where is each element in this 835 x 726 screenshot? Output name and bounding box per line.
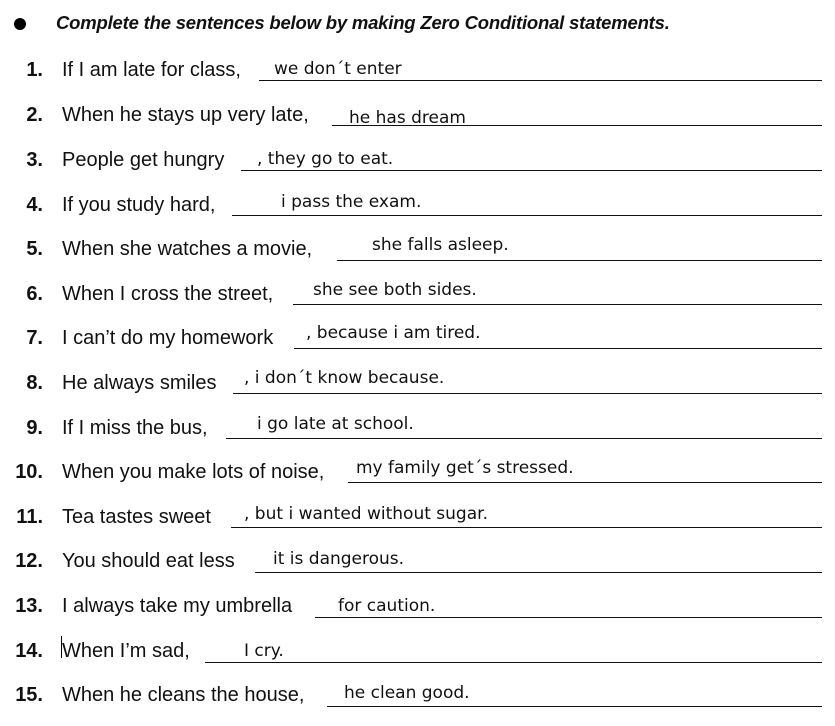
- sentence-item-1: [0, 59, 835, 99]
- instruction-heading: Complete the sentences below by making Zero Conditional statements.: [56, 12, 670, 33]
- item-number: 13.: [15, 595, 43, 617]
- sentence-item-8: [0, 368, 835, 412]
- sentence-item-9: [0, 414, 835, 457]
- sentence-stem: You should eat less: [62, 550, 235, 572]
- sentence-stem: When I’m sad,: [62, 640, 190, 662]
- sentence-item-4: [0, 194, 835, 234]
- answer-line: [205, 662, 822, 663]
- sentence-item-5: [0, 235, 835, 278]
- sentence-stem: If I miss the bus,: [62, 417, 208, 439]
- answer-text[interactable]: , they go to eat.: [257, 149, 394, 169]
- sentence-item-14: [0, 640, 835, 680]
- sentence-item-2: [0, 104, 835, 144]
- sentence-stem: When he stays up very late,: [62, 104, 309, 126]
- item-number: 14.: [15, 640, 43, 662]
- answer-line: [293, 304, 822, 305]
- answer-text[interactable]: it is dangerous.: [273, 549, 405, 569]
- answer-text[interactable]: I cry.: [244, 641, 284, 661]
- item-number: 2.: [26, 104, 43, 126]
- item-number: 6.: [26, 283, 43, 305]
- bullet-point: [14, 18, 26, 30]
- answer-line: [327, 706, 822, 707]
- sentence-stem: People get hungry: [62, 149, 225, 171]
- answer-text[interactable]: i go late at school.: [257, 414, 414, 434]
- item-number: 5.: [26, 238, 43, 260]
- sentence-stem: If I am late for class,: [62, 59, 241, 81]
- item-number: 7.: [26, 327, 43, 349]
- sentence-stem: When you make lots of noise,: [62, 461, 325, 483]
- answer-line: [294, 348, 822, 349]
- sentence-stem: I always take my umbrella: [62, 595, 293, 617]
- answer-line: [255, 572, 822, 573]
- sentence-stem: When he cleans the house,: [62, 684, 305, 706]
- answer-text[interactable]: , but i wanted without sugar.: [244, 504, 488, 524]
- answer-text[interactable]: she see both sides.: [313, 280, 477, 300]
- answer-text[interactable]: i pass the exam.: [281, 192, 422, 212]
- answer-text[interactable]: for caution.: [338, 596, 436, 616]
- sentence-stem: When she watches a movie,: [62, 238, 313, 260]
- sentence-stem: If you study hard,: [62, 194, 216, 216]
- item-number: 1.: [26, 59, 43, 81]
- answer-line: [348, 482, 822, 483]
- answer-line: [231, 527, 822, 528]
- sentence-item-3: [0, 149, 835, 189]
- sentence-stem: He always smiles: [62, 372, 217, 394]
- sentence-stem: Tea tastes sweet: [62, 506, 211, 528]
- item-number: 9.: [26, 417, 43, 439]
- item-number: 11.: [16, 506, 43, 528]
- item-number: 12.: [15, 550, 43, 572]
- sentence-item-12: [0, 550, 835, 590]
- item-number: 8.: [26, 372, 43, 394]
- answer-text[interactable]: she falls asleep.: [372, 235, 509, 255]
- answer-line: [337, 260, 822, 261]
- sentence-item-11: [0, 506, 835, 546]
- item-number: 4.: [26, 194, 43, 216]
- sentence-item-7: [0, 323, 835, 367]
- answer-line: [259, 80, 822, 81]
- answer-line: [226, 438, 822, 439]
- sentence-item-15: [0, 684, 835, 724]
- answer-text[interactable]: we don´t enter: [274, 59, 402, 79]
- sentence-item-10: [0, 458, 835, 501]
- answer-text[interactable]: he has dream: [349, 108, 466, 128]
- answer-line: [315, 617, 822, 618]
- item-number: 10.: [15, 461, 43, 483]
- answer-text[interactable]: my family get´s stressed.: [356, 458, 574, 478]
- sentence-stem: When I cross the street,: [62, 283, 274, 305]
- answer-line: [232, 215, 822, 216]
- sentence-stem: I can’t do my homework: [62, 327, 274, 349]
- item-number: 3.: [26, 149, 43, 171]
- answer-line: [241, 170, 822, 171]
- answer-text[interactable]: , because i am tired.: [306, 323, 481, 343]
- text-cursor: [61, 636, 62, 658]
- sentence-item-6: [0, 280, 835, 323]
- sentence-item-13: [0, 595, 835, 635]
- item-number: 15.: [15, 684, 43, 706]
- answer-text[interactable]: , i don´t know because.: [244, 368, 445, 388]
- answer-line: [233, 393, 822, 394]
- answer-text[interactable]: he clean good.: [344, 683, 470, 703]
